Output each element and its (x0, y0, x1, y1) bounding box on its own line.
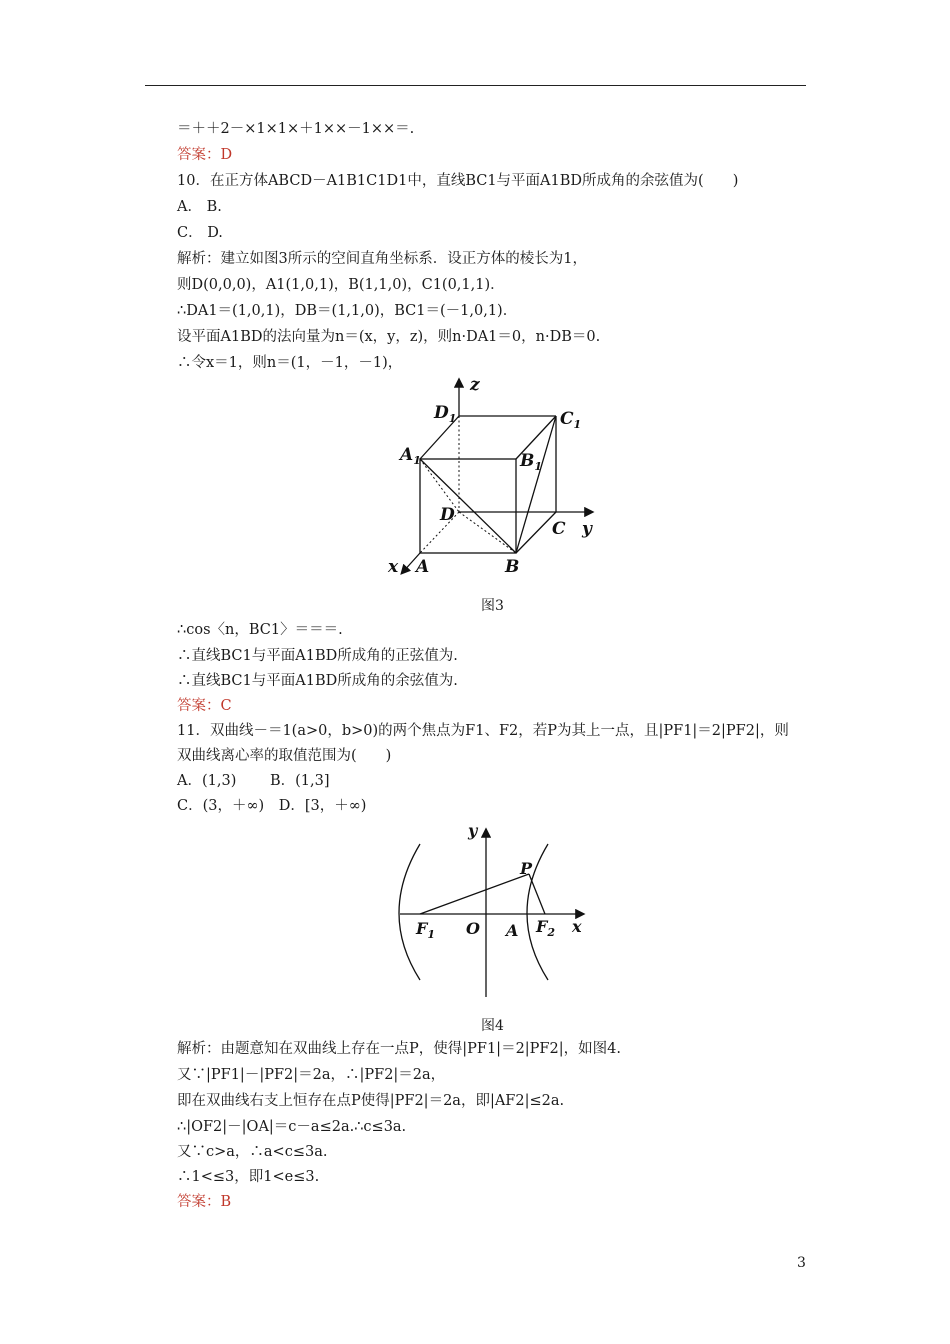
text-line: ∴直线BC1与平面A1BD所成角的正弦值为. (177, 648, 458, 664)
label-y: y (582, 519, 592, 539)
label-z: z (470, 375, 480, 395)
question-10: 10．在正方体ABCD－A1B1C1D1中，直线BC1与平面A1BD所成角的余弦值为( ) (177, 173, 739, 189)
figure-3-caption: 图3 (481, 598, 504, 614)
left-branch (399, 844, 420, 980)
text-line: 又∵c>a，∴a<c≤3a. (177, 1144, 328, 1160)
line-a1b (420, 459, 516, 553)
label-c: C (552, 519, 566, 539)
label-a: A (416, 557, 430, 577)
label-x: x (388, 557, 399, 577)
text-line: ∴令x＝1，则n＝(1，－1，－1)， (177, 355, 403, 371)
label-b: B (505, 557, 520, 577)
label-f1: $F_1$ (416, 919, 436, 941)
label-o: O (466, 919, 480, 938)
figure-3-cube (380, 372, 610, 582)
label-b1: $B_1$ (520, 451, 543, 473)
text-line: 又∵|PF1|－|PF2|＝2a，∴|PF2|＝2a， (177, 1067, 446, 1083)
text-line: ∴DA1＝(1,0,1)，DB＝(1,1,0)，BC1＝(－1,0,1)． (177, 303, 518, 319)
label-a1: $A_1$ (400, 445, 421, 467)
options-line: A．(1,3) B．(1,3] (177, 773, 330, 789)
text-line: ∴直线BC1与平面A1BD所成角的余弦值为. (177, 673, 458, 689)
text-line: ∴|OF2|－|OA|＝c－a≤2a.∴c≤3a. (177, 1119, 407, 1135)
solution-line: 解析：由题意知在双曲线上存在一点P，使得|PF1|＝2|PF2|，如图4. (177, 1041, 621, 1057)
text-line: 则D(0,0,0)，A1(1,0,1)，B(1,1,0)，C1(0,1,1)． (177, 277, 505, 293)
options-line: C． D. (177, 225, 223, 241)
figure-4-hyperbola (398, 822, 598, 1002)
label-y: y (468, 822, 478, 840)
segment-pf2 (529, 874, 545, 914)
options-line: A． B. (177, 199, 222, 215)
question-11: 11．双曲线－＝1(a>0，b>0)的两个焦点为F1、F2，若P为其上一点，且|PF1|＝2|PF2|，则 (177, 723, 789, 739)
label-x: x (572, 917, 582, 936)
header-rule (145, 85, 806, 86)
label-a: A (506, 921, 519, 940)
options-line: C．(3，＋∞) D．[3，＋∞) (177, 798, 367, 814)
label-p: P (520, 859, 533, 878)
answer-line: 答案：B (177, 1194, 232, 1210)
text-line: 即在双曲线右支上恒存在点P使得|PF2|＝2a，即|AF2|≤2a. (177, 1093, 565, 1109)
label-f2: $F_2$ (536, 917, 556, 939)
label-d1: $D_1$ (434, 403, 457, 425)
solution-line: 解析：建立如图3所示的空间直角坐标系．设正方体的棱长为1， (177, 251, 587, 267)
hidden-db (459, 512, 516, 553)
text-line: ＝＋＋2－×1×1×＋1××－1××＝. (177, 121, 415, 137)
text-line: 双曲线离心率的取值范围为( ) (177, 748, 392, 764)
text-line: ∴1<≤3，即1<e≤3. (177, 1169, 320, 1185)
segment-f1p (420, 874, 529, 914)
text-line: ∴cos〈n，BC1〉＝＝＝. (177, 622, 343, 638)
page-number: 3 (797, 1255, 806, 1271)
label-d: D (440, 505, 455, 525)
answer-line: 答案：D (177, 147, 233, 163)
answer-line: 答案：C (177, 698, 232, 714)
figure-4-caption: 图4 (481, 1018, 504, 1034)
label-c1: $C_1$ (560, 409, 582, 431)
text-line: 设平面A1BD的法向量为n＝(x，y，z)，则n·DA1＝0，n·DB＝0. (177, 329, 601, 345)
